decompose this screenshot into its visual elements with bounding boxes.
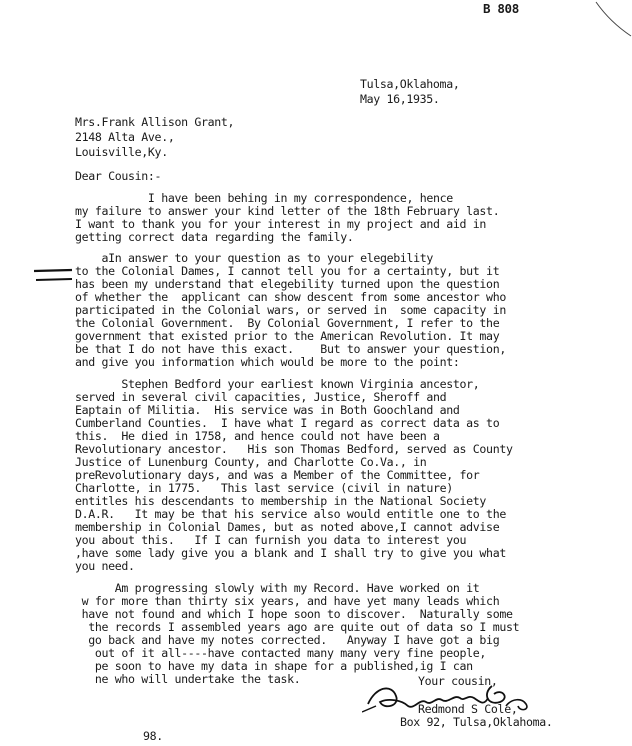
paragraph-3-line: D.A.R. It may be that his service also would entitle one to the [75, 507, 506, 521]
paragraph-1-line: I want to thank you for your interest in my project and aid in [75, 217, 487, 231]
paragraph-4-line: the records I assembled years ago are quite out of data so I must [75, 620, 520, 634]
signer-name: Redmond S Cole, [418, 702, 518, 716]
paragraph-2-line: and give you information which would be more to the point: [75, 355, 460, 369]
paragraph-2-line: participated in the Colonial wars, or served in some capacity in [75, 303, 506, 317]
recipient-name: Mrs.Frank Allison Grant, [75, 115, 235, 129]
paragraph-3-line: membership in Colonial Dames, but as noted above,I cannot advise [75, 520, 500, 534]
paragraph-3-line: preRevolutionary days, and was a Member of the Committee, for [75, 468, 480, 482]
paragraph-2-line: aIn answer to your question as to your elegebility [75, 251, 434, 265]
paragraph-1-line: I have been behing in my correspondence, hence [75, 191, 453, 205]
paragraph-3-line: Justice of Lunenburg County, and Charlotte Co.Va., in [75, 455, 427, 469]
sender-location: Tulsa,Oklahoma, [360, 77, 460, 91]
salutation: Dear Cousin:- [75, 169, 162, 183]
footer-fragment: 98. [143, 729, 163, 743]
page-corner-fold [592, 0, 632, 40]
margin-strikethrough-mark [32, 266, 74, 286]
paragraph-3-line: served in several civil capacities, Justice, Sheroff and [75, 390, 447, 404]
paragraph-4-line: out of it all----have contacted many many very fine people, [75, 646, 487, 660]
paragraph-4-line: have not found and which I hope soon to discover. Naturally some [75, 607, 513, 621]
paragraph-3-line: Cumberland Counties. I have what I regard as correct data as to [75, 416, 500, 430]
paragraph-2-line: to the Colonial Dames, I cannot tell you for a certainty, but it [75, 264, 500, 278]
recipient-street: 2148 Alta Ave., [75, 130, 175, 144]
paragraph-3-line: Revolutionary ancestor. His son Thomas Bedford, served as County [75, 442, 513, 456]
paragraph-4-line: w for more than thirty six years, and have yet many leads which [75, 594, 500, 608]
paragraph-3-line: ,have some lady give you a blank and I shall try to give you what [75, 546, 506, 560]
paragraph-4-line: ne who will undertake the task. [75, 672, 301, 686]
recipient-city: Louisville,Ky. [75, 145, 168, 159]
paragraph-2-line: government that existed prior to the American Revolution. It may [75, 329, 500, 343]
paragraph-1-line: my failure to answer your kind letter of the 18th February last. [75, 204, 500, 218]
paragraph-2-line: the Colonial Government. By Colonial Government, I refer to the [75, 316, 500, 330]
paragraph-3-line: you need. [75, 559, 135, 573]
document-number: B 808 [483, 1, 519, 16]
paragraph-2-line: has been my understand that elegebility turned upon the question [75, 277, 500, 291]
paragraph-3-line: Charlotte, in 1775. This last service (civil in nature) [75, 481, 453, 495]
paragraph-3-line: this. He died in 1758, and hence could not have been a [75, 429, 440, 443]
paragraph-4-line: go back and have my notes corrected. Anyway I have got a big [75, 633, 500, 647]
paragraph-1-line: getting correct data regarding the family. [75, 230, 354, 244]
signer-address: Box 92, Tulsa,Oklahoma. [400, 715, 553, 729]
paragraph-2-line: be that I do not have this exact. But to answer your question, [75, 342, 506, 356]
paragraph-4-line: Am progressing slowly with my Record. Have worked on it [75, 581, 480, 595]
paragraph-4-line: pe soon to have my data in shape for a published,ig I can [75, 659, 473, 673]
paragraph-3-line: entitles his descendants to membership in the National Society [75, 494, 487, 508]
closing: Your cousin, [418, 674, 498, 688]
paragraph-2-line: of whether the applicant can show descent from some ancestor who [75, 290, 506, 304]
letter-date: May 16,1935. [360, 92, 440, 106]
paragraph-3-line: Eaptain of Militia. His service was in Both Goochland and [75, 403, 460, 417]
paragraph-3-line: Stephen Bedford your earliest known Virginia ancestor, [75, 377, 480, 391]
paragraph-3-line: you about this. If I can furnish you data to interest you [75, 533, 467, 547]
